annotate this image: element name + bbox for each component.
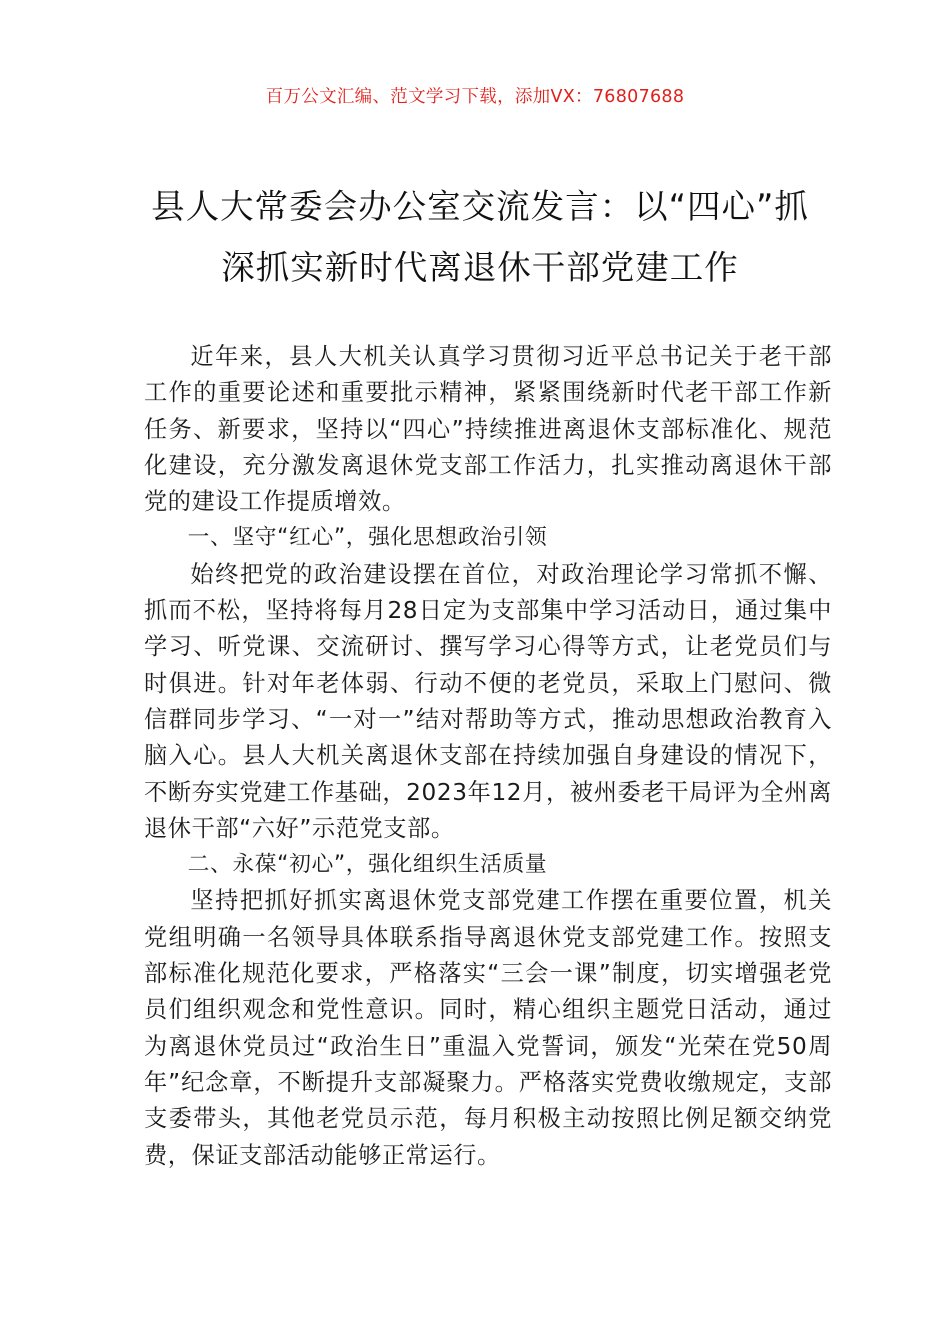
section-1-paragraph: 始终把党的政治建设摆在首位，对政治理论学习常抓不懈、抓而不松，坚持将每月28日定为支部集中学习活动日，通过集中学习、听党课、交流研讨、撰写学习心得等方式，让老党员们与时俱进。针对年老体弱、行动不便的老党员，采取上门慰问、微信群同步学习、“一对一”结对帮助等方式，推动思想政治教育入脑入心。县人大机关离退休支部在持续加强自身建设的情况下，不断夯实党建工作基础，2023年12月，被州委老干局评为全州离退休干部“六好”示范党支部。 — [144, 560, 832, 842]
section-heading-2: 二、永葆“初心”，强化组织生活质量 — [187, 852, 548, 878]
page-title: 县人大常委会办公室交流发言：以“四心”抓深抓实新时代离退休干部党建工作 — [151, 187, 809, 287]
document-body — [144, 339, 832, 1174]
section-heading-1: 一、坚守“红心”，强化思想政治引领 — [187, 525, 548, 551]
section-2-paragraph: 坚持把抓好抓实离退休党支部党建工作摆在重要位置，机关党组明确一名领导具体联系指导离退休党支部党建工作。按照支部标准化规范化要求，严格落实“三会一课”制度，切实增强老党员们组织观念和党性意识。同时，精心组织主题党日活动，通过为离退休党员过“政治生日”重温入党誓词，颁发“光荣在党50周年”纪念章，不断提升支部凝聚力。严格落实党费收缴规定，支部支委带头，其他老党员示范，每月积极主动按照比例足额交纳党费，保证支部活动能够正常运行。 — [144, 887, 832, 1169]
header-note: 百万公文汇编、范文学习下载，添加VX：76807688 — [265, 87, 685, 107]
intro-paragraph: 近年来，县人大机关认真学习贯彻习近平总书记关于老干部工作的重要论述和重要批示精神，紧紧围绕新时代老干部工作新任务、新要求，坚持以“四心”持续推进离退休支部标准化、规范化建设，充分激发离退休党支部工作活力，扎实推动离退休干部党的建设工作提质增效。 — [144, 343, 832, 516]
